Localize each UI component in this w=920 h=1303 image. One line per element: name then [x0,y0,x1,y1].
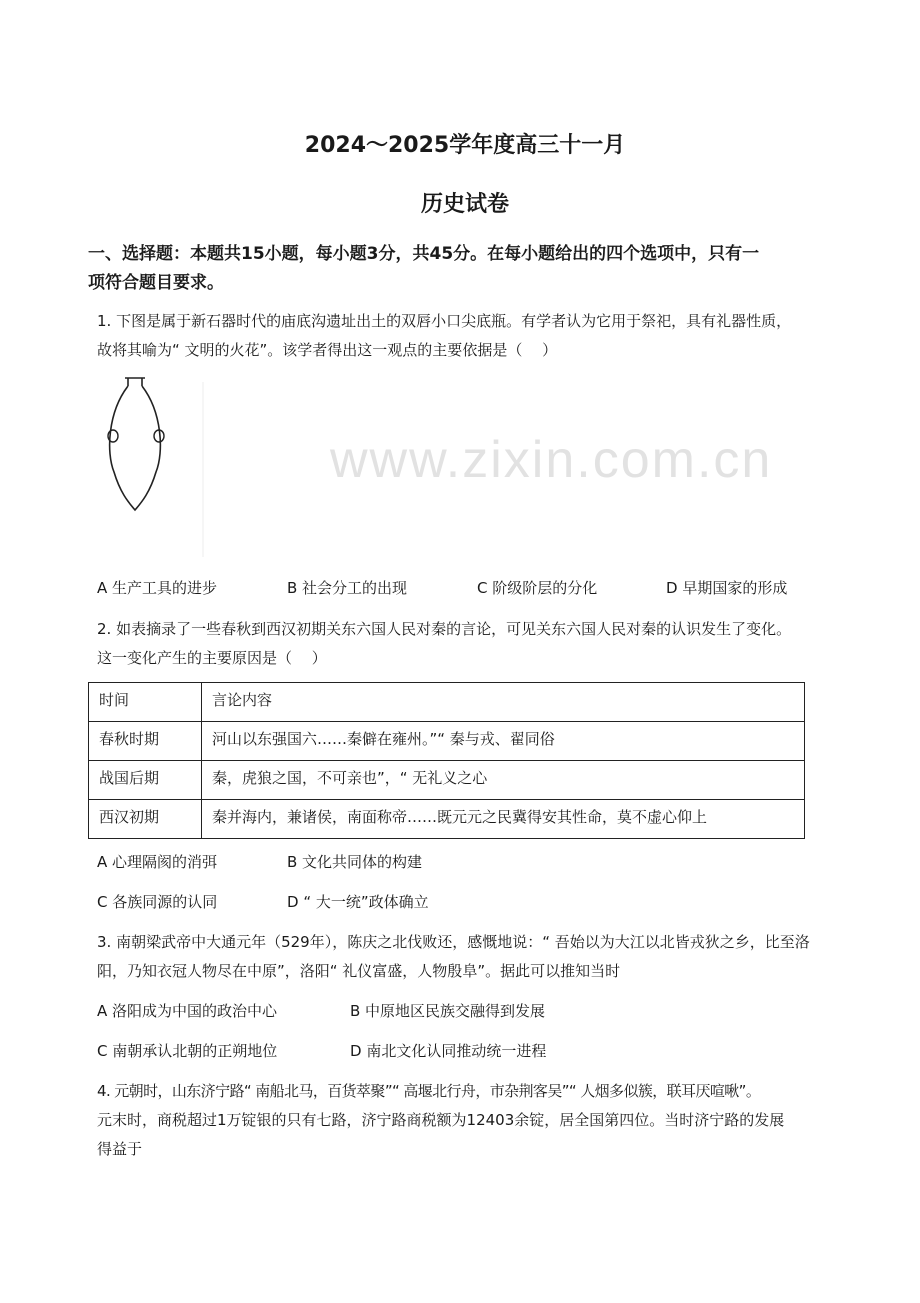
table-row [89,800,805,839]
pointed-bottom-bottle-figure [98,372,208,562]
q3-option-a: A 洛阳成为中国的政治中心 [97,1002,278,1020]
q2-option-b: B 文化共同体的构建 [287,853,423,871]
q3-option-c: C 南朝承认北朝的正朔地位 [97,1042,278,1060]
table-header-row [89,683,805,722]
q4-stem-cont: 元末时，商税超过1万锭银的只有七路，济宁路商税额为12403余锭，居全国第四位。当时济宁路的发展 [97,1111,785,1129]
q1-stem-cont: 故将其喻为“ 文明的火花”。该学者得出这一观点的主要依据是（ ） [97,341,558,359]
watermark: www.zixin.com.cn [330,431,773,489]
q3-option-b: B 中原地区民族交融得到发展 [350,1002,546,1020]
q1-option-b: B 社会分工的出现 [287,579,408,597]
table-header-cell: 言论内容 [202,683,805,722]
q2-stem-cont: 这一变化产生的主要原因是（ ） [97,649,327,667]
q2-stem: 2. 如表摘录了一些春秋到西汉初期关东六国人民对秦的言论，可见关东六国人民对秦的认识发生了变化。 [97,620,792,638]
table-cell: 河山以东强国六……秦僻在雍州。”“ 秦与戎、翟同俗 [202,722,805,761]
table-header-cell: 时间 [89,683,202,722]
q1-option-d: D 早期国家的形成 [666,579,788,597]
q1-option-a: A 生产工具的进步 [97,579,218,597]
section-heading-cont: 项符合题目要求。 [88,273,224,293]
q4-stem-end: 得益于 [97,1140,143,1158]
q2-option-c: C 各族同源的认同 [97,893,218,911]
exam-subtitle: 历史试卷 [420,192,509,217]
q2-option-a: A 心理隔阂的消弭 [97,853,218,871]
table-cell: 战国后期 [89,761,202,800]
section-heading: 一、选择题：本题共15小题，每小题3分，共45分。在每小题给出的四个选项中，只有一 [88,244,760,264]
q1-stem: 1. 下图是属于新石器时代的庙底沟遗址出土的双唇小口尖底瓶。有学者认为它用于祭祀，具有礼器性质， [97,312,792,330]
q4-stem: 4. 元朝时，山东济宁路“ 南船北马，百货萃聚”“ 高堰北行舟，市杂荆客吴”“ 人烟多似簇，联耳厌喧啾”。 [97,1082,761,1100]
q3-stem-cont: 阳，乃知衣冠人物尽在中原”，洛阳“ 礼仪富盛，人物殷阜”。据此可以推知当时 [97,962,621,980]
table-row [89,761,805,800]
table-cell: 秦并海内，兼诸侯，南面称帝……既元元之民冀得安其性命，莫不虚心仰上 [202,800,805,839]
q2-option-d: D “ 大一统”政体确立 [287,893,429,911]
q3-option-d: D 南北文化认同推动统一进程 [350,1042,547,1060]
table-cell: 西汉初期 [89,800,202,839]
table-cell: 秦，虎狼之国，不可亲也”，“ 无礼义之心 [202,761,805,800]
table-cell: 春秋时期 [89,722,202,761]
exam-title: 2024～2025学年度高三十一月 [304,133,626,158]
q2-table [88,682,805,839]
q1-option-c: C 阶级阶层的分化 [477,579,598,597]
table-row [89,722,805,761]
q3-stem: 3. 南朝梁武帝中大通元年（529年），陈庆之北伐败还，感慨地说：“ 吾始以为大江以北皆戎狄之乡，比至洛 [97,933,810,951]
